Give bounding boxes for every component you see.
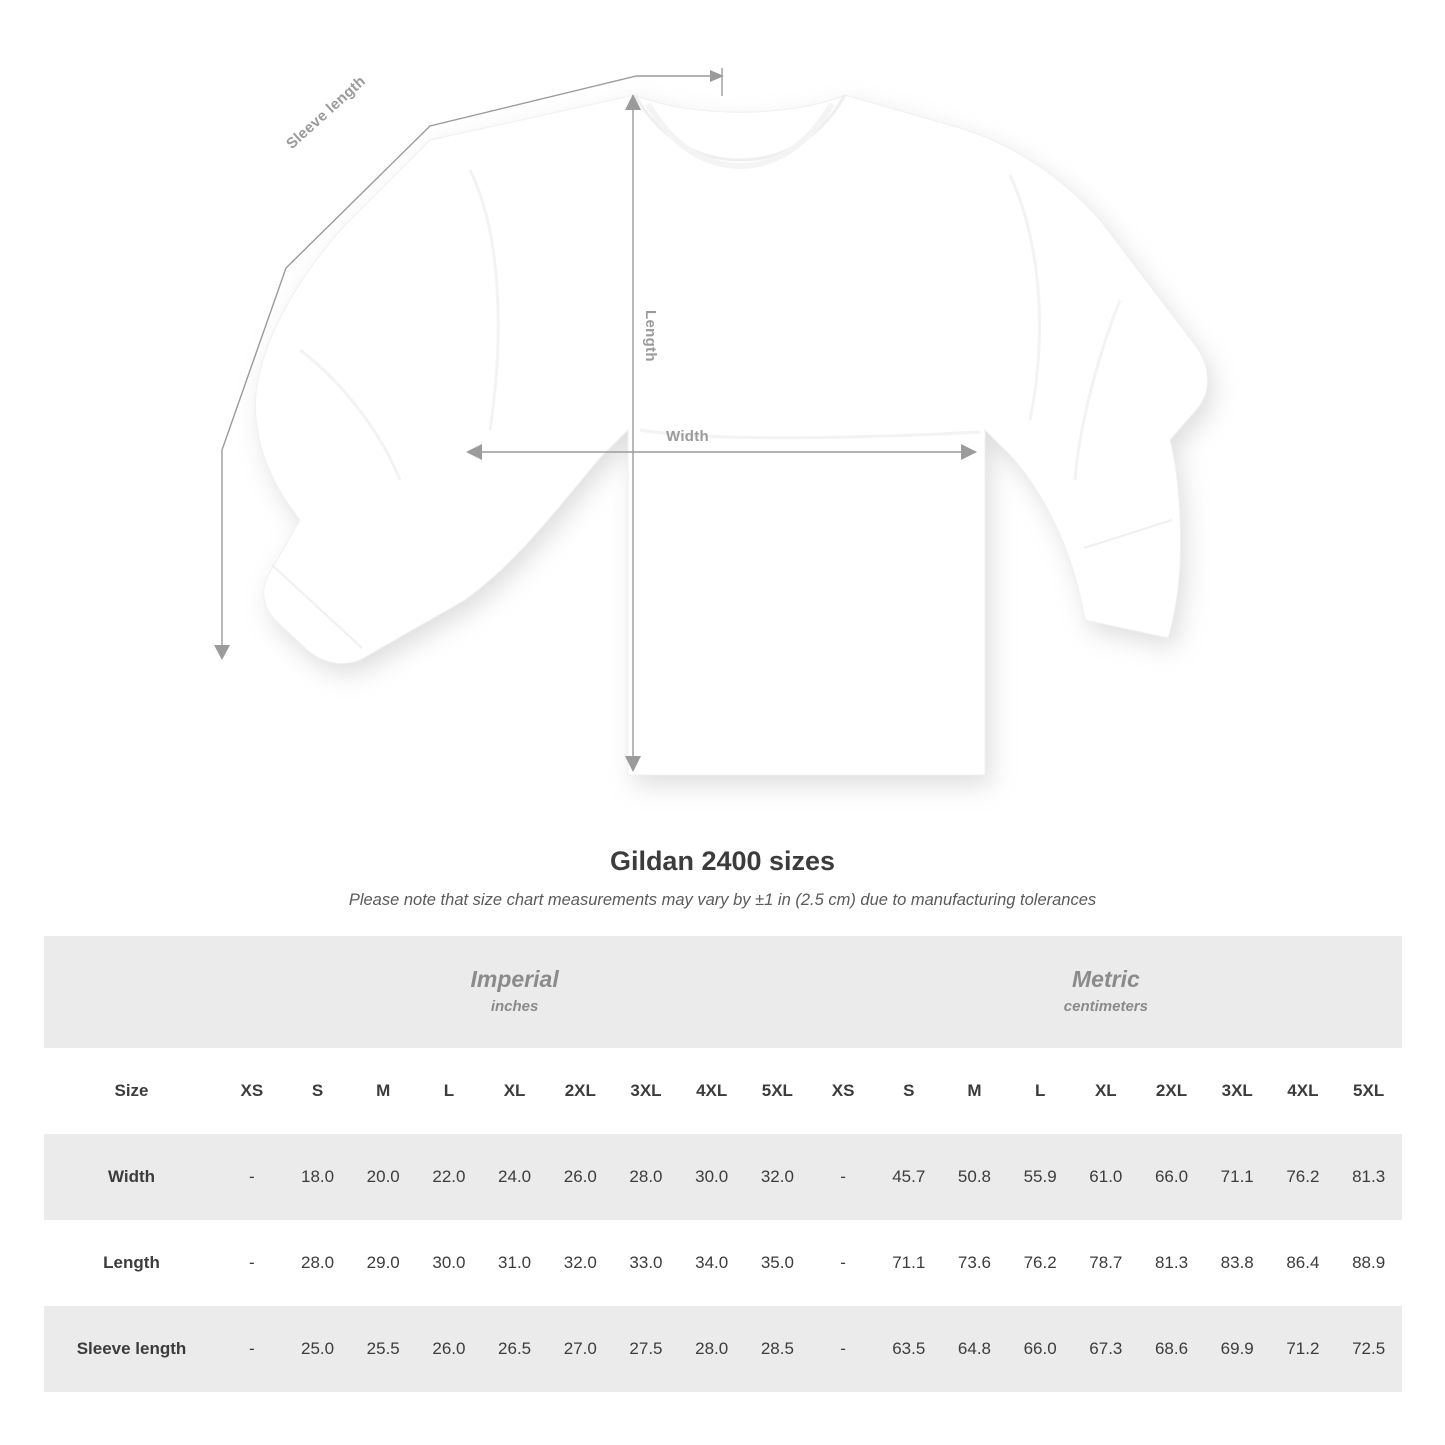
col-header-metric-2xl: 2XL xyxy=(1139,1048,1205,1134)
cell-length-imperial-l: 30.0 xyxy=(432,1253,466,1272)
table-row xyxy=(44,1220,1402,1306)
cell-width-imperial-5xl: 32.0 xyxy=(745,1134,811,1220)
cell-length-imperial-xl: 31.0 xyxy=(498,1253,532,1272)
cell-length-imperial-5xl: 35.0 xyxy=(760,1253,794,1272)
length-dimension-label: Length xyxy=(642,310,659,362)
col-header-imperial-xs: XS xyxy=(219,1048,285,1134)
col-header-metric-5xl: 5XL xyxy=(1336,1048,1402,1134)
cell-width-metric-5xl: 81.3 xyxy=(1336,1134,1402,1220)
cell-length-metric-m: 73.6 xyxy=(957,1253,991,1272)
tolerance-note: Please note that size chart measurements may vary by ±1 in (2.5 cm) due to manufacturing tolerances xyxy=(348,891,1097,909)
cell-length-imperial-s: 28.0 xyxy=(300,1253,335,1272)
size-table xyxy=(44,936,1402,1392)
cell-width-imperial-4xl: 30.0 xyxy=(679,1134,745,1220)
title-block xyxy=(0,846,1445,910)
sleeve-length-dimension-label: Sleeve length xyxy=(283,72,370,153)
cell-length-metric-3xl: 83.8 xyxy=(1220,1253,1254,1272)
cell-length-imperial-m: 29.0 xyxy=(366,1253,400,1272)
col-header-metric-xl: XL xyxy=(1073,1048,1139,1134)
cell-length-metric-5xl: 88.9 xyxy=(1352,1253,1386,1272)
cell-width-metric-2xl: 66.0 xyxy=(1139,1134,1205,1220)
cell-sleeve-metric-3xl: 69.9 xyxy=(1204,1306,1270,1392)
cell-sleeve-metric-l: 66.0 xyxy=(1007,1306,1073,1392)
cell-sleeve-imperial-m: 25.5 xyxy=(350,1306,416,1392)
unit-group-metric xyxy=(810,936,1401,1048)
cell-width-imperial-m: 20.0 xyxy=(350,1134,416,1220)
unit-group-metric-name: Metric xyxy=(1072,966,1140,993)
unit-header-row xyxy=(44,936,1402,1048)
col-header-metric-xs: XS xyxy=(810,1048,876,1134)
unit-header-spacer xyxy=(44,936,219,1048)
cell-length-metric-l: 76.2 xyxy=(1023,1253,1057,1272)
width-dimension-label: Width xyxy=(666,428,710,445)
size-table-wrapper xyxy=(44,936,1401,1392)
unit-group-imperial xyxy=(219,936,810,1048)
col-header-imperial-5xl: 5XL xyxy=(745,1048,811,1134)
cell-width-metric-3xl: 71.1 xyxy=(1204,1134,1270,1220)
cell-width-metric-l: 55.9 xyxy=(1007,1134,1073,1220)
cell-length-metric-xs: - xyxy=(840,1253,846,1272)
cell-length-imperial-4xl: 34.0 xyxy=(695,1253,729,1272)
cell-width-imperial-l: 22.0 xyxy=(416,1134,482,1220)
row-label-length: Length xyxy=(103,1253,160,1272)
cell-sleeve-imperial-l: 26.0 xyxy=(416,1306,482,1392)
unit-group-imperial-name: Imperial xyxy=(470,966,559,993)
col-header-metric-3xl: 3XL xyxy=(1204,1048,1270,1134)
cell-sleeve-imperial-4xl: 28.0 xyxy=(679,1306,745,1392)
col-header-imperial-m: M xyxy=(350,1048,416,1134)
cell-sleeve-metric-5xl: 72.5 xyxy=(1336,1306,1402,1392)
cell-width-imperial-xs: - xyxy=(219,1134,285,1220)
col-header-imperial-s: S xyxy=(285,1048,351,1134)
cell-length-metric-xl: 78.7 xyxy=(1089,1253,1123,1272)
col-header-metric-s: S xyxy=(876,1048,942,1134)
col-header-metric-l: L xyxy=(1007,1048,1073,1134)
cell-width-imperial-3xl: 28.0 xyxy=(613,1134,679,1220)
table-row xyxy=(44,1306,1402,1392)
cell-length-metric-2xl: 81.3 xyxy=(1154,1253,1189,1272)
cell-length-metric-s: 71.1 xyxy=(892,1253,926,1272)
row-label-width: Width xyxy=(44,1134,219,1220)
size-header-row xyxy=(44,1048,1402,1134)
cell-width-metric-xl: 61.0 xyxy=(1073,1134,1139,1220)
cell-sleeve-metric-4xl: 71.2 xyxy=(1270,1306,1336,1392)
cell-length-metric-4xl: 86.4 xyxy=(1286,1253,1320,1272)
cell-width-imperial-s: 18.0 xyxy=(285,1134,351,1220)
page-title: Gildan 2400 sizes xyxy=(609,846,836,876)
cell-length-imperial-xs: - xyxy=(249,1253,255,1272)
row-label-sleeve-length: Sleeve length xyxy=(44,1306,219,1392)
unit-group-imperial-sub: inches xyxy=(490,997,539,1015)
cell-width-metric-4xl: 76.2 xyxy=(1270,1134,1336,1220)
cell-width-imperial-2xl: 26.0 xyxy=(547,1134,613,1220)
col-header-imperial-2xl: 2XL xyxy=(547,1048,613,1134)
cell-sleeve-imperial-xs: - xyxy=(219,1306,285,1392)
cell-sleeve-metric-xs: - xyxy=(810,1306,876,1392)
col-header-metric-4xl: 4XL xyxy=(1270,1048,1336,1134)
unit-group-metric-sub: centimeters xyxy=(1063,997,1148,1015)
col-header-imperial-xl: XL xyxy=(482,1048,548,1134)
col-header-imperial-4xl: 4XL xyxy=(679,1048,745,1134)
cell-width-metric-m: 50.8 xyxy=(942,1134,1008,1220)
cell-length-imperial-2xl: 32.0 xyxy=(563,1253,597,1272)
cell-sleeve-metric-s: 63.5 xyxy=(876,1306,942,1392)
row-header-size: Size xyxy=(44,1048,219,1134)
table-row xyxy=(44,1134,1402,1220)
col-header-metric-m: M xyxy=(942,1048,1008,1134)
cell-sleeve-metric-m: 64.8 xyxy=(942,1306,1008,1392)
cell-length-imperial-3xl: 33.0 xyxy=(629,1253,663,1272)
cell-width-metric-xs: - xyxy=(810,1134,876,1220)
cell-sleeve-metric-xl: 67.3 xyxy=(1073,1306,1139,1392)
col-header-imperial-l: L xyxy=(416,1048,482,1134)
cell-width-imperial-xl: 24.0 xyxy=(482,1134,548,1220)
cell-sleeve-imperial-5xl: 28.5 xyxy=(745,1306,811,1392)
cell-sleeve-imperial-xl: 26.5 xyxy=(482,1306,548,1392)
cell-sleeve-imperial-3xl: 27.5 xyxy=(613,1306,679,1392)
cell-width-metric-s: 45.7 xyxy=(876,1134,942,1220)
cell-sleeve-imperial-2xl: 27.0 xyxy=(547,1306,613,1392)
col-header-imperial-3xl: 3XL xyxy=(613,1048,679,1134)
cell-sleeve-imperial-s: 25.0 xyxy=(285,1306,351,1392)
cell-sleeve-metric-2xl: 68.6 xyxy=(1139,1306,1205,1392)
